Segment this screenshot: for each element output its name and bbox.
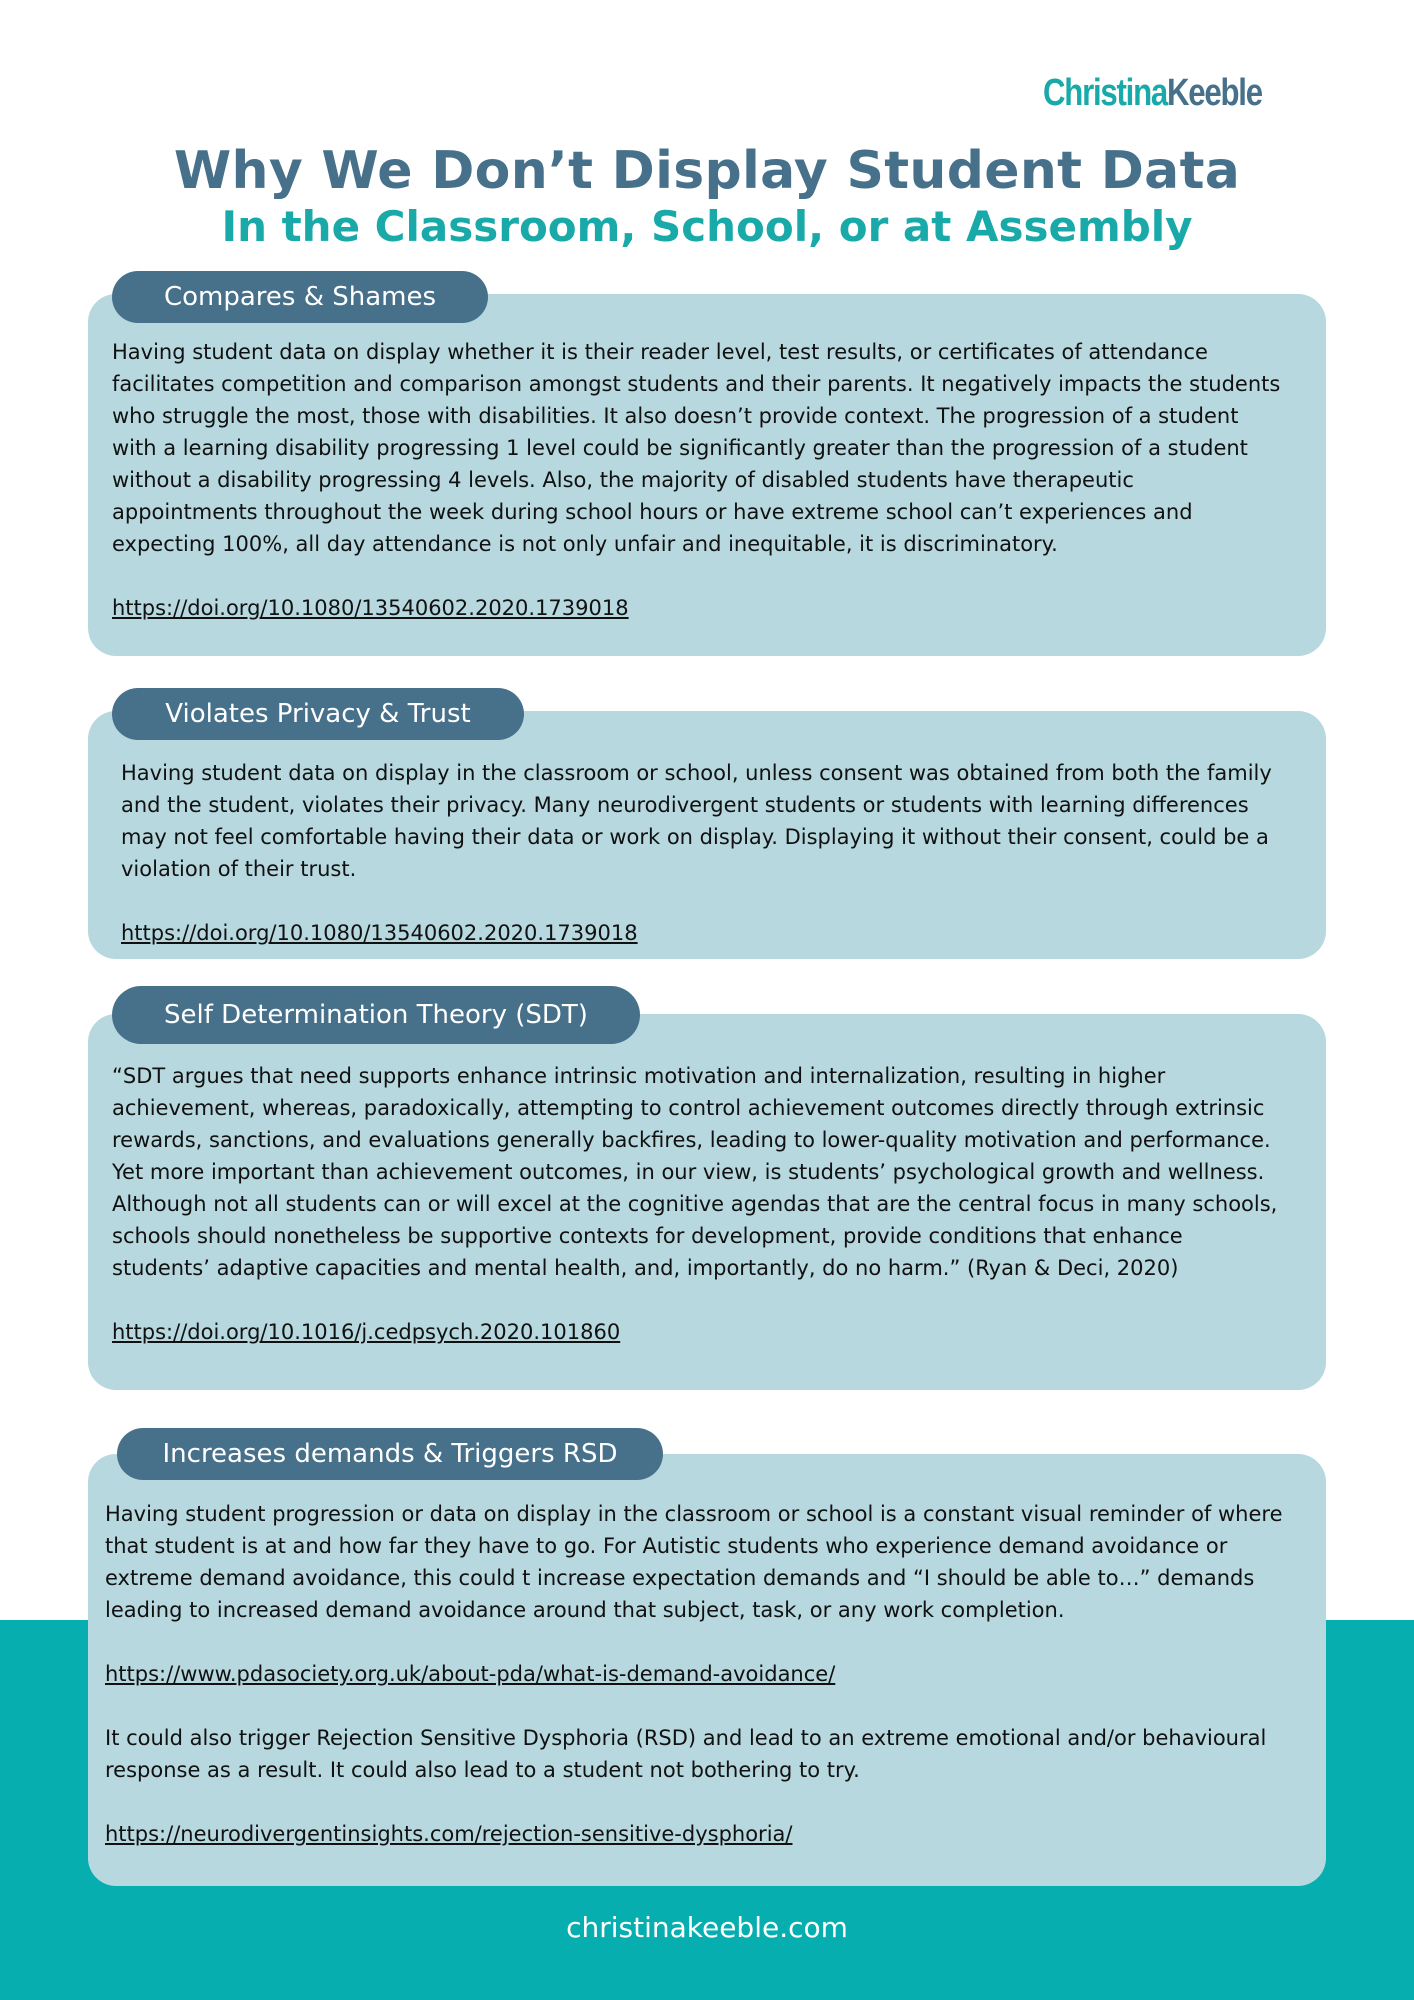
page-subtitle: In the Classroom, School, or at Assembly <box>221 202 1193 251</box>
section-card-privacy-trust <box>88 711 1326 959</box>
section-card-sdt <box>88 1014 1326 1390</box>
brand-logo <box>1043 74 1262 112</box>
section-heading-demands-rsd: Increases demands & Triggers RSD <box>117 1428 663 1480</box>
logo-last-name: Keeble <box>1167 72 1262 114</box>
page-title: Why We Don’t Display Student Data <box>173 141 1241 201</box>
section-body-secondary: It could also trigger Rejection Sensitive Dysphoria (RSD) and lead to an extreme emotional and/or behavioural response as a result. It could also lead to a student not bothering to try. <box>105 1726 1267 1782</box>
logo-first-name: Christina <box>1043 72 1168 114</box>
section-reference-link[interactable]: https://www.pdasociety.org.uk/about-pda/what-is-demand-avoidance/ <box>105 1662 836 1686</box>
section-body: Having student progression or data on display in the classroom or school is a constant visual reminder of where that student is at and how far they have to go. For Autistic students who experience demand avoidance or extreme demand avoidance, this could t increase expectation demands and “I should be able to…” demands leading to increased demand avoidance around that subject, task, or any work completion. <box>105 1502 1283 1622</box>
footer-website[interactable]: christinakeeble.com <box>566 1911 848 1944</box>
section-heading-compares-shames: Compares & Shames <box>112 271 488 323</box>
section-reference-link-secondary[interactable]: https://neurodivergentinsights.com/rejection-sensitive-dysphoria/ <box>105 1822 793 1846</box>
section-body: “SDT argues that need supports enhance intrinsic motivation and internalization, resulting in higher achievement, whereas, paradoxically, attempting to control achievement outcomes directly through extrinsic rewards, sanctions, and evaluations generally backfires, leading to lower-quality motivation and performance. Yet more important than achievement outcomes, in our view, is students’ psychological growth and wellness. Although not all students can or will excel at the cognitive agendas that are the central focus in many schools, schools should nonetheless be supportive contexts for development, provide conditions that enhance students’ adaptive capacities and mental health, and, importantly, do no harm.” (Ryan & Deci, 2020) <box>112 1064 1278 1280</box>
section-card-compares-shames <box>88 294 1326 656</box>
section-reference-link[interactable]: https://doi.org/10.1080/13540602.2020.1739018 <box>121 921 638 945</box>
section-body: Having student data on display in the classroom or school, unless consent was obtained from both the family and the student, violates their privacy. Many neurodivergent students or students with learning differences may not feel comfortable having their data or work on display. Displaying it without their consent, could be a violation of their trust. <box>121 761 1272 881</box>
section-body: Having student data on display whether it is their reader level, test results, or certificates of attendance facilitates competition and comparison amongst students and their parents. It negatively impacts the students who struggle the most, those with disabilities. It also doesn’t provide context. The progression of a student with a learning disability progressing 1 level could be significantly greater than the progression of a student without a disability progressing 4 levels. Also, the majority of disabled students have therapeutic appointments throughout the week during school hours or have extreme school can’t experiences and expecting 100%, all day attendance is not only unfair and inequitable, it is discriminatory. <box>112 340 1281 556</box>
section-reference-link[interactable]: https://doi.org/10.1080/13540602.2020.1739018 <box>112 596 629 620</box>
section-heading-privacy-trust: Violates Privacy & Trust <box>112 688 524 740</box>
section-heading-sdt: Self Determination Theory (SDT) <box>112 986 640 1044</box>
section-reference-link[interactable]: https://doi.org/10.1016/j.cedpsych.2020.101860 <box>112 1320 621 1344</box>
section-card-demands-rsd <box>88 1454 1326 1886</box>
